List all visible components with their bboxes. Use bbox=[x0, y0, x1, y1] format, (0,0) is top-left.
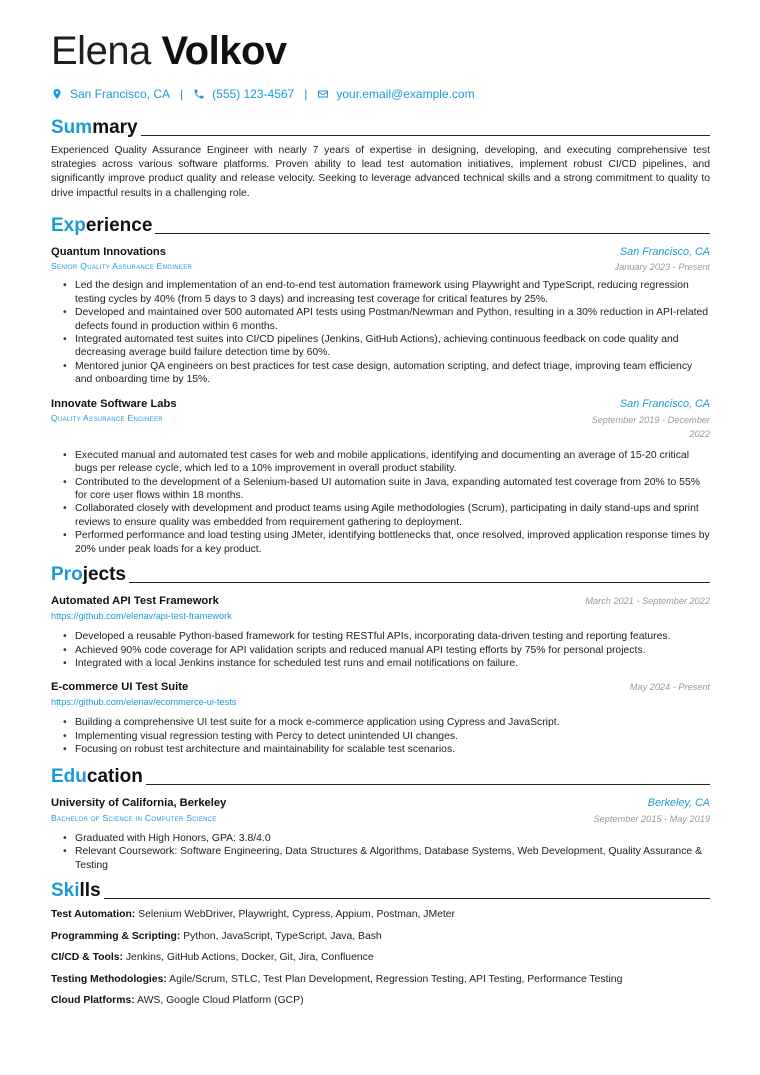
project-link[interactable]: https://github.com/elenav/ecommerce-ui-tests bbox=[51, 696, 237, 707]
skill-row bbox=[51, 908, 710, 922]
email-link[interactable]: your.email@example.com bbox=[336, 86, 475, 101]
list-item: • Achieved 90% code coverage for API validation scripts and reduced manual API testing efforts by 75% for personal projects. bbox=[63, 644, 710, 657]
skill-row bbox=[51, 951, 710, 965]
first-name: Elena bbox=[51, 29, 151, 73]
section-divider bbox=[129, 582, 710, 583]
list-item: • Performed performance and load testing using JMeter, identifying bottlenecks that, once resolved, improved application response times by 20% under peak loads for a key product. bbox=[63, 529, 710, 556]
list-item: • Developed a reusable Python-based framework for testing RESTful APIs, incorporating data-driven testing and reporting features. bbox=[63, 630, 710, 643]
skill-value: Python, JavaScript, TypeScript, Java, Bash bbox=[183, 930, 382, 942]
skills-heading: Skills bbox=[51, 878, 710, 902]
list-item: • Developed and maintained over 500 automated API tests using Postman/Newman and Python, resulting in a 30% reduction in API-related defects found in production within 6 months. bbox=[63, 306, 710, 333]
project-entry bbox=[51, 680, 710, 757]
skill-row bbox=[51, 994, 710, 1008]
phone-icon bbox=[193, 88, 205, 100]
list-item: • Collaborated closely with development and product teams using Agile methodologies (Scrum), participating in daily stand-ups and sprint reviews to ensure quality was embedded from requirement gathering to deployment. bbox=[63, 502, 710, 529]
job-location: San Francisco, CA bbox=[619, 245, 710, 258]
school-name: University of California, Berkeley bbox=[51, 797, 227, 810]
contact-phone[interactable] bbox=[193, 86, 294, 102]
projects-heading: Projects bbox=[51, 562, 710, 586]
candidate-name bbox=[51, 28, 710, 74]
list-item: • Executed manual and automated test cases for web and mobile applications, identifying and documenting an average of 15-20 critical bugs per release cycle, which led to a 10% improvement in overall product stability. bbox=[63, 449, 710, 476]
summary-heading: Summary bbox=[51, 115, 710, 139]
skills-list bbox=[51, 908, 710, 1008]
project-bullets bbox=[51, 716, 710, 756]
skill-label: Test Automation: bbox=[51, 909, 136, 921]
project-name: E-commerce UI Test Suite bbox=[51, 680, 189, 693]
job-date: September 2019 - December 2022 bbox=[591, 414, 710, 439]
contact-separator: | bbox=[180, 86, 184, 101]
map-marker-icon bbox=[51, 88, 63, 100]
section-divider bbox=[141, 135, 710, 136]
section-divider bbox=[104, 898, 710, 899]
project-bullets bbox=[51, 630, 710, 670]
skill-value: Jenkins, GitHub Actions, Docker, Git, Jira, Confluence bbox=[125, 952, 374, 964]
project-link[interactable]: https://github.com/elenav/api-test-framework bbox=[51, 611, 232, 622]
job-title: Senior Quality Assurance Engineer bbox=[51, 260, 193, 271]
skill-label: Cloud Platforms: bbox=[51, 995, 135, 1007]
contact-separator: | bbox=[304, 86, 308, 101]
phone-text[interactable]: (555) 123-4567 bbox=[212, 86, 295, 101]
section-divider bbox=[155, 233, 710, 234]
list-item: • Led the design and implementation of an end-to-end test automation framework using Playwright and TypeScript, reducing regression testing cycles by 40% (from 5 days to 3 days) and increasing test coverage for critical features by 25%. bbox=[63, 279, 710, 306]
contact-location bbox=[51, 86, 170, 102]
last-name: Volkov bbox=[161, 29, 287, 73]
list-item: • Integrated with a local Jenkins instance for scheduled test runs and email notifications on failure. bbox=[63, 657, 710, 670]
summary-text: Experienced Quality Assurance Engineer with nearly 7 years of expertise in designing, developing, and executing comprehensive test strategies across various software platforms. Proven ability to lead test automation initiatives, implement robust CI/CD pipelines, and significantly improve product quality and release velocity. Seeking to leverage advanced technical skills and a strong commitment to quality to drive impactful results in a challenging role. bbox=[51, 145, 710, 199]
experience-heading: Experience bbox=[51, 213, 710, 237]
list-item: • Implementing visual regression testing with Percy to detect unintended UI changes. bbox=[63, 730, 710, 743]
list-item: • Relevant Coursework: Software Engineering, Data Structures & Algorithms, Database Systems, Web Development, Quality Assurance & Testing bbox=[63, 845, 710, 872]
list-item: • Mentored junior QA engineers on best practices for test case design, automation scripting, and defect triage, improving team efficiency and onboarding time by 15%. bbox=[63, 360, 710, 387]
project-date: March 2021 - September 2022 bbox=[585, 595, 710, 606]
list-item: • Graduated with High Honors, GPA: 3.8/4.0 bbox=[63, 832, 710, 845]
experience-entry bbox=[51, 397, 710, 556]
job-bullets bbox=[51, 279, 710, 386]
contact-email[interactable] bbox=[317, 86, 474, 102]
experience-entry bbox=[51, 245, 710, 387]
project-name: Automated API Test Framework bbox=[51, 594, 219, 607]
company-name: Innovate Software Labs bbox=[51, 397, 177, 410]
project-date: May 2024 - Present bbox=[629, 681, 710, 692]
section-divider bbox=[146, 784, 710, 785]
skill-value: AWS, Google Cloud Platform (GCP) bbox=[137, 995, 304, 1007]
project-entry bbox=[51, 594, 710, 671]
education-entry bbox=[51, 796, 710, 872]
skill-value: Agile/Scrum, STLC, Test Plan Development, Regression Testing, API Testing, Performance Testing bbox=[169, 973, 623, 985]
contact-bar bbox=[51, 86, 710, 102]
job-date: January 2023 - Present bbox=[614, 261, 710, 272]
degree: Bachelor of Science in Computer Science bbox=[51, 812, 217, 823]
envelope-icon bbox=[317, 88, 329, 100]
skill-row bbox=[51, 930, 710, 944]
education-date: September 2015 - May 2019 bbox=[593, 813, 710, 824]
list-item: • Focusing on robust test architecture and maintainability for scalable test scenarios. bbox=[63, 743, 710, 756]
job-location: San Francisco, CA bbox=[619, 397, 710, 410]
list-item: • Integrated automated test suites into CI/CD pipelines (Jenkins, GitHub Actions), achieving continuous feedback on code quality and decreasing average build failure detection time by 60%. bbox=[63, 333, 710, 360]
skill-label: Testing Methodologies: bbox=[51, 973, 167, 985]
list-item: • Contributed to the development of a Selenium-based UI automation suite in Java, expanding automated test coverage from 20% to 55% for core user flows within 18 months. bbox=[63, 476, 710, 503]
education-bullets bbox=[51, 832, 710, 872]
list-item: • Building a comprehensive UI test suite for a mock e-commerce application using Cypress and JavaScript. bbox=[63, 716, 710, 729]
company-name: Quantum Innovations bbox=[51, 245, 166, 258]
education-heading: Education bbox=[51, 764, 710, 788]
skill-value: Selenium WebDriver, Playwright, Cypress, Appium, Postman, JMeter bbox=[138, 909, 456, 921]
location-text: San Francisco, CA bbox=[70, 86, 171, 101]
skill-row bbox=[51, 973, 710, 987]
job-bullets bbox=[51, 449, 710, 556]
job-title: Quality Assurance Engineer bbox=[51, 412, 163, 423]
school-location: Berkeley, CA bbox=[647, 797, 710, 810]
skill-label: Programming & Scripting: bbox=[51, 930, 181, 942]
skill-label: CI/CD & Tools: bbox=[51, 952, 123, 964]
